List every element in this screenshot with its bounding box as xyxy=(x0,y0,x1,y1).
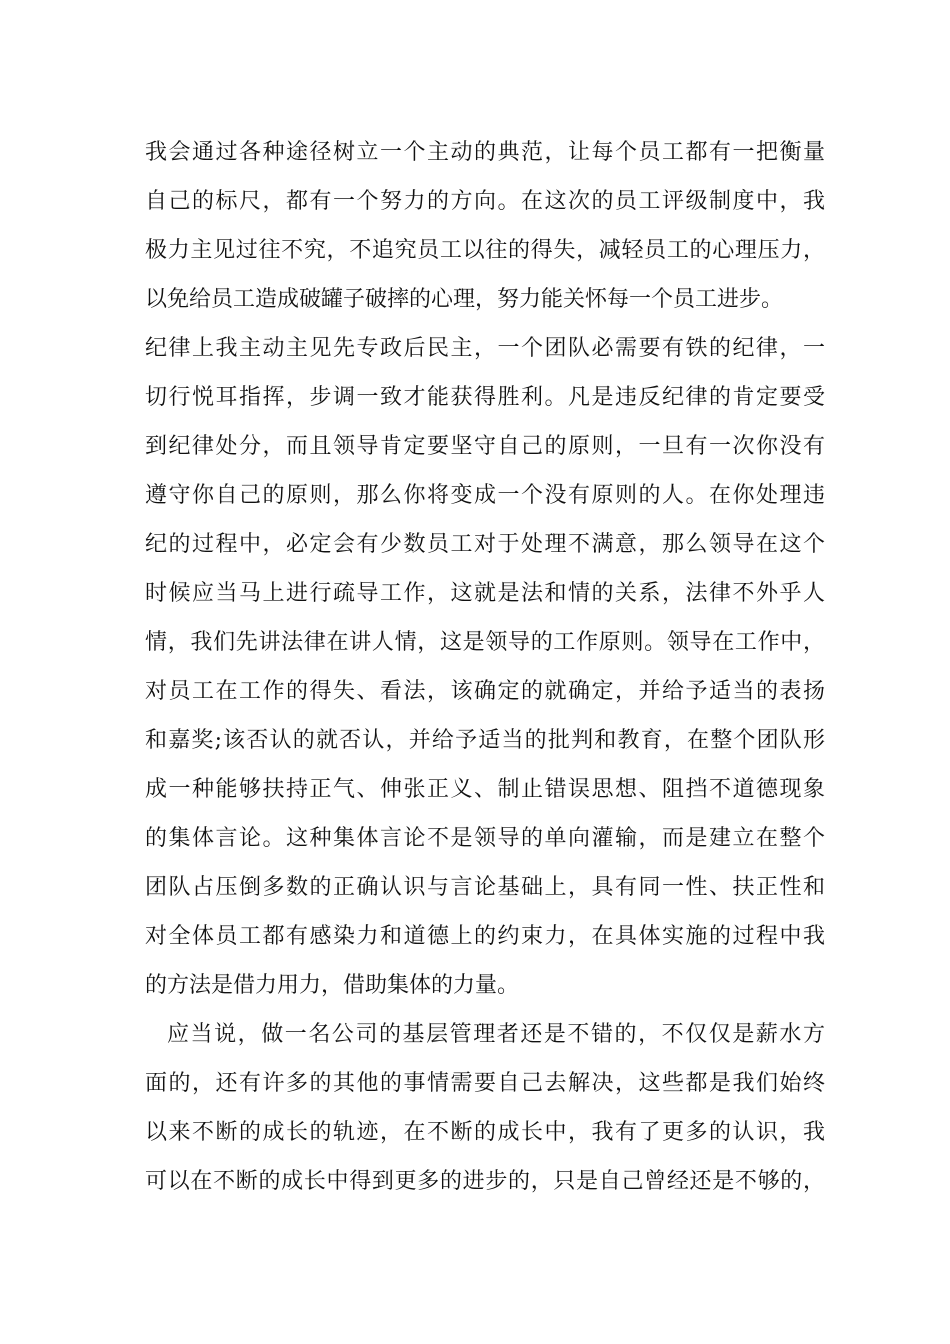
text-line: 对全体员工都有感染力和道德上的约束力，在具体实施的过程中我 xyxy=(145,924,825,949)
text-line: 情，我们先讲法律在讲人情，这是领导的工作原则。领导在工作中， xyxy=(145,630,825,655)
text-line: 可以在不断的成长中得到更多的进步的，只是自己曾经还是不够的， xyxy=(145,1169,825,1194)
text-line: 成一种能够扶持正气、伸张正义、制止错误思想、阻挡不道德现象 xyxy=(145,777,825,802)
text-line: 的方法是借力用力，借助集体的力量。 xyxy=(145,973,520,998)
text-line: 极力主见过往不究，不追究员工以往的得失，减轻员工的心理压力， xyxy=(145,238,825,263)
text-line: 以来不断的成长的轨迹，在不断的成长中，我有了更多的认识，我 xyxy=(145,1120,825,1145)
text-line: 自己的标尺，都有一个努力的方向。在这次的员工评级制度中，我 xyxy=(145,189,825,214)
text-line: 和嘉奖;该否认的就否认，并给予适当的批判和教育，在整个团队形 xyxy=(145,728,825,753)
text-line: 面的，还有许多的其他的事情需要自己去解决，这些都是我们始终 xyxy=(145,1071,825,1096)
text-line: 到纪律处分，而且领导肯定要坚守自己的原则，一旦有一次你没有 xyxy=(145,434,825,459)
text-line: 切行悦耳指挥，步调一致才能获得胜利。凡是违反纪律的肯定要受 xyxy=(145,385,825,410)
text-line: 以免给员工造成破罐子破摔的心理，努力能关怀每一个员工进步。 xyxy=(145,287,784,312)
text-line: 对员工在工作的得失、看法，该确定的就确定，并给予适当的表扬 xyxy=(145,679,825,704)
text-line: 纪的过程中，必定会有少数员工对于处理不满意，那么领导在这个 xyxy=(145,532,825,557)
text-line: 我会通过各种途径树立一个主动的典范，让每个员工都有一把衡量 xyxy=(145,140,825,165)
text-line: 应当说，做一名公司的基层管理者还是不错的，不仅仅是薪水方 xyxy=(167,1022,825,1047)
text-line: 纪律上我主动主见先专政后民主，一个团队必需要有铁的纪律，一 xyxy=(145,336,825,361)
text-line: 的集体言论。这种集体言论不是领导的单向灌输，而是建立在整个 xyxy=(145,826,825,851)
text-line: 时候应当马上进行疏导工作，这就是法和情的关系，法律不外乎人 xyxy=(145,581,825,606)
body-text xyxy=(145,128,825,1206)
text-line: 团队占压倒多数的正确认识与言论基础上，具有同一性、扶正性和 xyxy=(145,875,825,900)
text-line: 遵守你自己的原则，那么你将变成一个没有原则的人。在你处理违 xyxy=(145,483,825,508)
